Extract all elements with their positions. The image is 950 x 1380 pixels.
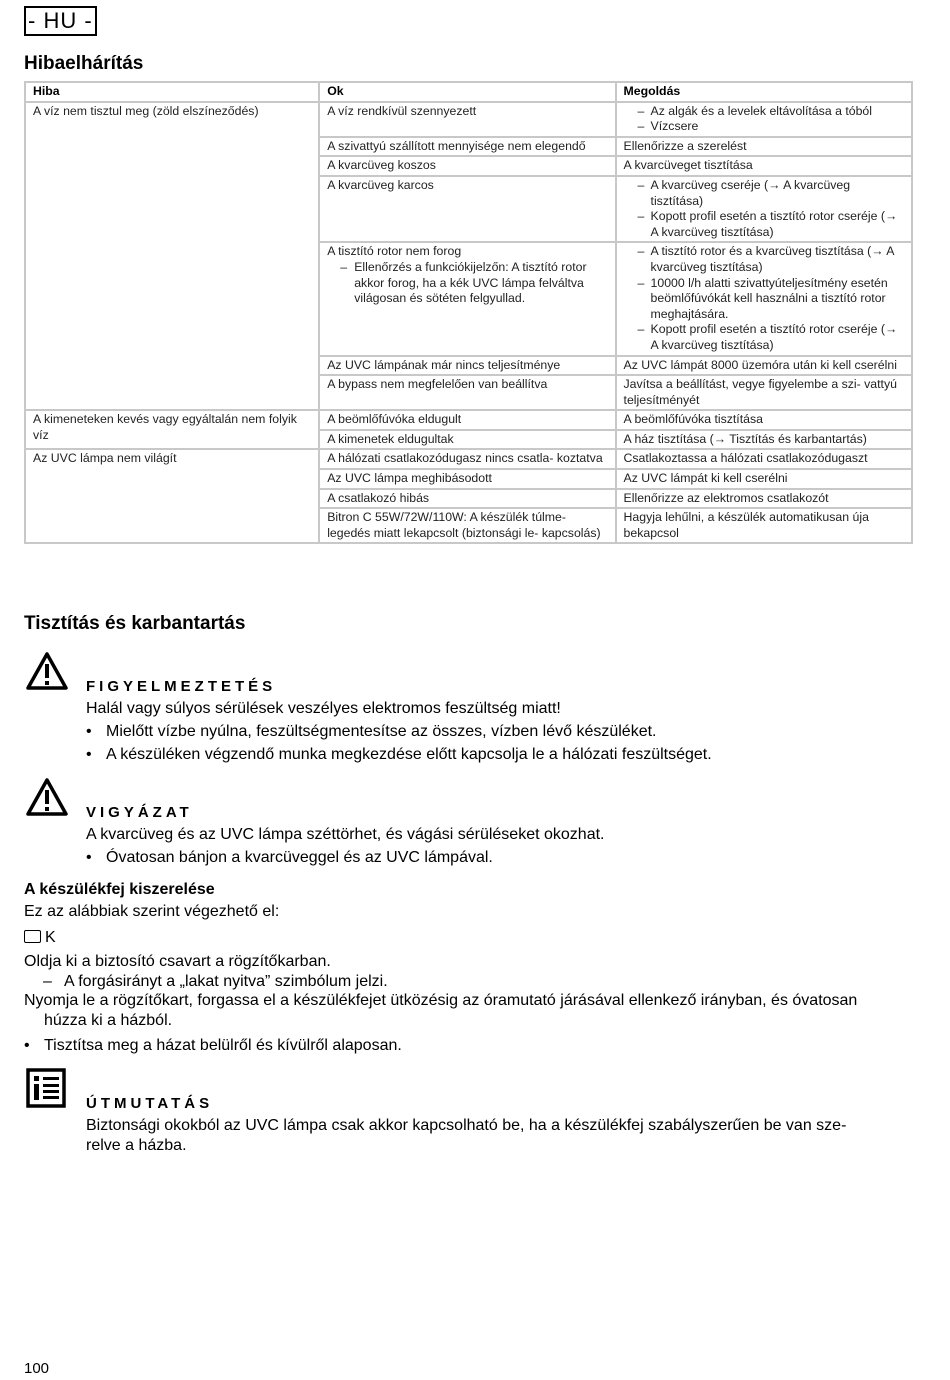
column-header-solution: Megoldás bbox=[616, 82, 912, 102]
warning-heading: FIGYELMEZTETÉS bbox=[86, 678, 277, 695]
caution-bullet: • Óvatosan bánjon a kvarcüveggel és az UVC lámpával. bbox=[106, 848, 493, 868]
cause-cell: A csatlakozó hibás bbox=[319, 489, 615, 509]
note-heading: ÚTMUTATÁS bbox=[86, 1095, 214, 1112]
solution-cell: Ellenőrizze az elektromos csatlakozót bbox=[616, 489, 912, 509]
solution-item: – Az algák és a levelek eltávolítása a tóból bbox=[624, 104, 904, 120]
note-text-line-1: Biztonsági okokból az UVC lámpa csak akkor kapcsolható be, ha a készülékfej szabályszerűen be van sze- bbox=[86, 1117, 847, 1134]
removal-step-1-sub-text: A forgásirányt a „lakat nyitva” szimbólum jelzi. bbox=[64, 973, 388, 990]
cause-cell: A szivattyú szállított mennyisége nem elegendő bbox=[319, 137, 615, 157]
caution-heading: VIGYÁZAT bbox=[86, 804, 193, 821]
removal-step-2-line-1: Nyomja le a rögzítőkart, forgassa el a készülékfejet ütközésig az óramutató járásával ellenkező irányban, és óvatosan bbox=[24, 992, 858, 1009]
cause-cell: A kvarcüveg koszos bbox=[319, 156, 615, 176]
solution-cell bbox=[616, 176, 912, 242]
cause-cell: A kimenetek eldugultak bbox=[319, 430, 615, 450]
fault-cell: Az UVC lámpa nem világít bbox=[25, 449, 319, 543]
cause-cell: A kvarcüveg karcos bbox=[319, 176, 615, 242]
troubleshooting-table bbox=[24, 81, 913, 544]
removal-intro: Ez az alábbiak szerint végezhető el: bbox=[24, 903, 280, 920]
solution-cell: Ellenőrizze a szerelést bbox=[616, 137, 912, 157]
table-header-row bbox=[25, 82, 912, 102]
info-note-icon bbox=[26, 1068, 66, 1108]
removal-title: A készülékfej kiszerelése bbox=[24, 881, 215, 898]
solution-item: – Kopott profil esetén a tisztító rotor cseréje (→ A kvarcüveg tisztítása) bbox=[624, 322, 904, 353]
removal-step-1: Oldja ki a biztosító csavart a rögzítőkarban. bbox=[24, 953, 331, 970]
solution-item: – 10000 l/h alatti szivattyúteljesítmény esetén beömlőfúvókát kell használni a tisztító rotor meghajtására. bbox=[624, 276, 904, 323]
table-row bbox=[25, 102, 912, 137]
section-title-troubleshooting: Hibaelhárítás bbox=[24, 53, 144, 74]
note-text-line-2: relve a házba. bbox=[86, 1137, 187, 1154]
cause-cell: A bypass nem megfelelően van beállítva bbox=[319, 375, 615, 410]
section-title-cleaning: Tisztítás és karbantartás bbox=[24, 613, 246, 634]
figure-reference bbox=[24, 928, 56, 948]
cause-cell: Bitron C 55W/72W/110W: A készülék túlme- legedés miatt lekapcsolt (biztonsági le- kapcsolás) bbox=[319, 508, 615, 543]
page-number: 100 bbox=[24, 1360, 50, 1377]
solution-cell: A kvarcüveget tisztítása bbox=[616, 156, 912, 176]
removal-step-1-sub: – A forgásirányt a „lakat nyitva” szimbólum jelzi. bbox=[43, 973, 388, 990]
solution-cell: Hagyja lehűlni, a készülék automatikusan úja bekapcsol bbox=[616, 508, 912, 543]
solution-item: – A tisztító rotor és a kvarcüveg tisztítása (→ A kvarcüveg tisztítása) bbox=[624, 244, 904, 275]
table-row bbox=[25, 410, 912, 430]
cause-cell: Az UVC lámpának már nincs teljesítménye bbox=[319, 356, 615, 376]
warning-bullet: • A készüléken végzendő munka megkezdése előtt kapcsolja le a hálózati feszültséget. bbox=[106, 745, 712, 765]
cause-text: A tisztító rotor nem forog bbox=[327, 244, 462, 259]
caution-triangle-icon bbox=[26, 778, 68, 816]
cause-cell: A víz rendkívül szennyezett bbox=[319, 102, 615, 137]
cause-cell: A beömlőfúvóka eldugult bbox=[319, 410, 615, 430]
solution-cell: A ház tisztítása (→ Tisztítás és karbantartás) bbox=[616, 430, 912, 450]
solution-cell bbox=[616, 102, 912, 137]
fault-cell: A kimeneteken kevés vagy egyáltalán nem folyik víz bbox=[25, 410, 319, 449]
column-header-fault: Hiba bbox=[25, 82, 319, 102]
removal-step-2-line-2: húzza ki a házból. bbox=[44, 1012, 173, 1029]
warning-bullet: • Mielőtt vízbe nyúlna, feszültségmentesítse az összes, vízben lévő készüléket. bbox=[106, 722, 657, 742]
figure-box-icon bbox=[24, 930, 41, 943]
removal-bullet: • Tisztítsa meg a házat belülről és kívülről alaposan. bbox=[44, 1036, 402, 1056]
fault-cell: A víz nem tisztul meg (zöld elszíneződés) bbox=[25, 102, 319, 411]
cause-sub-item: – Ellenőrzés a funkciókijelzőn: A tisztító rotor akkor forog, ha a kék UVC lámpa felváltva világosan és sötéten felgyullad. bbox=[327, 260, 607, 307]
solution-item: – Kopott profil esetén a tisztító rotor cseréje (→ A kvarcüveg tisztítása) bbox=[624, 209, 904, 240]
language-tag: - HU - bbox=[24, 6, 97, 36]
cause-cell bbox=[319, 242, 615, 355]
warning-triangle-icon bbox=[26, 652, 68, 690]
solution-item: – A kvarcüveg cseréje (→ A kvarcüveg tisztítása) bbox=[624, 178, 904, 209]
solution-cell: Az UVC lámpát 8000 üzemóra után ki kell cserélni bbox=[616, 356, 912, 376]
figure-ref-label: K bbox=[45, 929, 56, 946]
cause-cell: Az UVC lámpa meghibásodott bbox=[319, 469, 615, 489]
table-row bbox=[25, 449, 912, 469]
solution-cell bbox=[616, 242, 912, 355]
solution-cell: Csatlakoztassa a hálózati csatlakozódugaszt bbox=[616, 449, 912, 469]
solution-cell: A beömlőfúvóka tisztítása bbox=[616, 410, 912, 430]
solution-cell: Az UVC lámpát ki kell cserélni bbox=[616, 469, 912, 489]
warning-text: Halál vagy súlyos sérülések veszélyes elektromos feszültség miatt! bbox=[86, 700, 561, 717]
column-header-cause: Ok bbox=[319, 82, 615, 102]
caution-text: A kvarcüveg és az UVC lámpa széttörhet, és vágási sérüléseket okozhat. bbox=[86, 826, 605, 843]
solution-item: – Vízcsere bbox=[624, 119, 904, 135]
solution-cell: Javítsa a beállítást, vegye figyelembe a szi- vattyú teljesítményét bbox=[616, 375, 912, 410]
cause-cell: A hálózati csatlakozódugasz nincs csatla- koztatva bbox=[319, 449, 615, 469]
